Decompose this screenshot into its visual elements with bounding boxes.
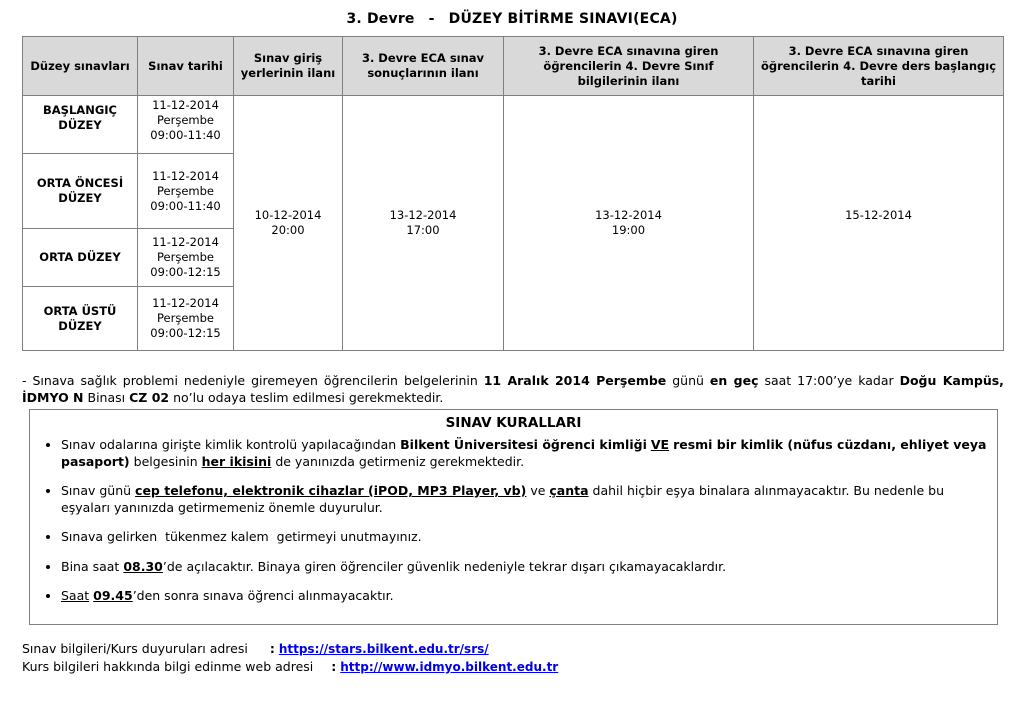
colon: :	[269, 641, 275, 656]
placement-cell	[234, 96, 343, 351]
exam-day: Perşembe	[157, 311, 214, 325]
results-time: 17:00	[406, 223, 440, 237]
table-header-row	[23, 37, 1004, 96]
exam-datetime	[138, 229, 234, 287]
header-class-info: 3. Devre ECA sınavına giren öğrencilerin 4. Devre Sınıf bilgilerinin ilanı	[504, 37, 754, 96]
exam-rules-box	[29, 409, 998, 625]
rules-list	[30, 437, 997, 605]
title-exam-name: DÜZEY BİTİRME SINAVI(ECA)	[448, 11, 678, 27]
class-info-date: 13-12-2014	[595, 208, 662, 222]
class-info-time: 19:00	[611, 223, 646, 237]
rule-text: Saat	[61, 588, 90, 603]
note-text: saat 17:00’ye kadar	[764, 373, 894, 388]
note-text: günü	[672, 373, 704, 388]
medical-excuse-note	[22, 372, 1004, 406]
rule-item	[61, 483, 997, 516]
note-text: no’lu odaya teslim edilmesi gerekmektedir.	[173, 390, 444, 405]
links-section	[22, 640, 558, 676]
idmyo-link[interactable]: http://www.idmyo.bilkent.edu.tr	[340, 660, 559, 674]
exam-datetime	[138, 287, 234, 351]
exam-time: 09:00-11:40	[150, 198, 221, 213]
rule-text: Bina saat	[61, 558, 120, 574]
exam-day: Perşembe	[157, 250, 214, 264]
note-text: Sınava sağlık problemi nedeniyle giremeyen öğrencilerin belgelerinin	[32, 373, 478, 388]
placement-date: 10-12-2014	[254, 208, 322, 222]
exam-date: 11-12-2014	[152, 296, 219, 310]
exam-time: 09:00-12:15	[150, 265, 221, 279]
rule-emphasis: 08.30	[123, 558, 163, 574]
idmyo-link-label: Kurs bilgileri hakkında bilgi edinme web adresi	[22, 659, 314, 674]
rule-text: ve	[530, 483, 546, 498]
exam-date: 11-12-2014	[152, 98, 219, 112]
note-dash: -	[22, 373, 27, 388]
class-info-cell	[504, 96, 754, 351]
results-date: 13-12-2014	[389, 208, 457, 222]
rule-text: ’de açılacaktır. Binaya giren öğrenciler güvenlik nedeniyle tekrar dışarı çıkamayacaklardır.	[162, 558, 727, 574]
exam-schedule-table	[22, 36, 1004, 351]
exam-datetime	[138, 154, 234, 229]
exam-datetime	[138, 96, 234, 154]
course-start-date: 15-12-2014	[845, 208, 912, 222]
exam-day: Perşembe	[157, 183, 214, 198]
header-levels: Düzey sınavları	[23, 37, 138, 96]
rule-item	[61, 588, 997, 605]
exam-date: 11-12-2014	[152, 235, 219, 249]
results-cell	[343, 96, 504, 351]
table-row	[23, 96, 1004, 154]
level-name: ORTA ÖNCESİ DÜZEY	[23, 154, 138, 229]
rule-emphasis: cep telefonu, elektronik cihazlar (iPOD, MP3 Player, vb)	[135, 483, 527, 498]
rule-emphasis: VE	[650, 437, 670, 452]
rule-emphasis: her ikisini	[201, 453, 272, 469]
exam-day: Perşembe	[157, 113, 214, 127]
title-period: 3. Devre	[346, 11, 415, 27]
note-text: Binası	[87, 390, 126, 405]
note-room: CZ 02	[129, 390, 170, 405]
level-name: BAŞLANGIÇ DÜZEY	[23, 96, 138, 154]
srs-link-label: Sınav bilgileri/Kurs duyuruları adresi	[22, 641, 248, 656]
rule-item	[61, 529, 997, 546]
colon: :	[331, 659, 337, 674]
rule-emphasis: Bilkent Üniversitesi öğrenci kimliği	[400, 437, 647, 452]
level-name: ORTA DÜZEY	[23, 229, 138, 287]
rule-text: Sınava gelirken tükenmez kalem getirmeyi unutmayınız.	[61, 529, 422, 544]
header-results: 3. Devre ECA sınav sonuçlarının ilanı	[343, 37, 504, 96]
note-campus: Doğu Kampüs, İDMYO N	[22, 373, 1004, 405]
rule-text: belgesinin	[133, 453, 198, 469]
rule-emphasis: resmi bir kimlik (nüfus cüzdanı, ehliyet veya pasaport)	[61, 437, 987, 469]
rule-text: de yanınızda getirmeniz gerekmektedir.	[275, 453, 525, 469]
exam-date: 11-12-2014	[152, 168, 219, 183]
header-course-start: 3. Devre ECA sınavına giren öğrencilerin 4. Devre ders başlangıç tarihi	[754, 37, 1004, 96]
rule-text: dahil hiçbir eşya binalara alınmayacaktır. Bu nedenle bu eşyaları yanınızda getirmemeniz önemle duyurulur.	[61, 483, 945, 515]
title-separator: -	[428, 11, 435, 27]
rule-emphasis: çanta	[549, 483, 589, 498]
header-exam-date: Sınav tarihi	[138, 37, 234, 96]
exam-time: 09:00-12:15	[150, 326, 221, 340]
level-name: ORTA ÜSTÜ DÜZEY	[23, 287, 138, 351]
rule-text: Sınav günü	[61, 483, 132, 498]
srs-link-row	[22, 640, 558, 658]
note-latest: en geç	[709, 373, 759, 388]
rule-item	[61, 559, 997, 576]
course-start-cell	[754, 96, 1004, 351]
note-deadline-date: 11 Aralık 2014 Perşembe	[483, 373, 667, 388]
rule-emphasis: 09.45	[93, 588, 133, 603]
rules-title: SINAV KURALLARI	[445, 415, 582, 431]
exam-time: 09:00-11:40	[150, 128, 221, 142]
srs-link[interactable]: https://stars.bilkent.edu.tr/srs/	[278, 642, 489, 656]
page-title	[0, 11, 1024, 27]
rule-item	[61, 437, 997, 470]
idmyo-link-row	[22, 658, 558, 676]
rule-text: ’den sonra sınava öğrenci alınmayacaktır.	[132, 588, 394, 603]
header-placement: Sınav giriş yerlerinin ilanı	[234, 37, 343, 96]
placement-time: 20:00	[271, 223, 305, 237]
rule-text: Sınav odalarına girişte kimlik kontrolü yapılacağından	[61, 437, 397, 452]
